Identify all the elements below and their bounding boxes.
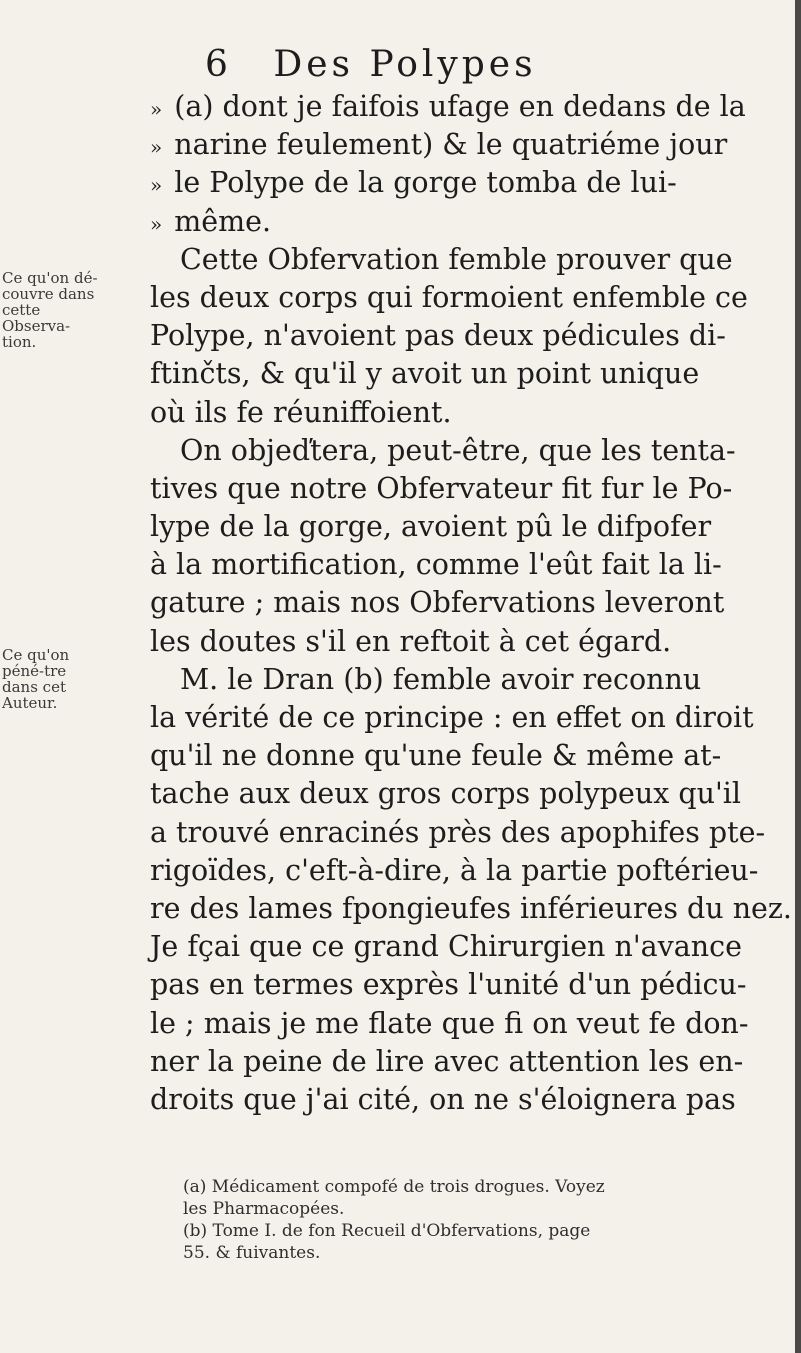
text-line: les doutes s'il en reftoit à cet égard. bbox=[150, 624, 672, 658]
running-title: Des Polypes bbox=[273, 44, 537, 85]
quote-mark: » bbox=[150, 211, 163, 236]
text-line: la vérité de ce principe : en effet on diroit bbox=[150, 701, 754, 734]
text-line: gature ; mais nos Obfervations leveront bbox=[150, 586, 725, 620]
text-line: re des lames fpongieufes inférieures du nez. bbox=[150, 891, 792, 925]
page-number: 6 bbox=[205, 44, 232, 85]
footnote-line: les Pharmacopées. bbox=[183, 1199, 345, 1219]
main-text bbox=[150, 88, 792, 1119]
text-line: » narine feulement) & le quatriéme jour bbox=[150, 128, 728, 162]
footnote-line: (b) Tome I. de fon Recueil d'Obfervations, page bbox=[183, 1221, 591, 1241]
text-line: tives que notre Obfervateur fit fur le Po- bbox=[150, 471, 733, 505]
quote-mark: » bbox=[150, 97, 163, 121]
text-line: Je fçai que ce grand Chirurgien n'avance bbox=[150, 930, 742, 964]
text-line: Cette Obfervation femble prouver que bbox=[180, 242, 733, 276]
footnotes bbox=[183, 1176, 783, 1264]
margin-note: Ce qu'on péné-tre dans cet Auteur. bbox=[2, 646, 70, 712]
text-line: » (a) dont je faifois ufage en dedans de la bbox=[150, 90, 746, 123]
text-line: pas en termes exprès l'unité d'un pédicu- bbox=[150, 968, 747, 1002]
text-line: ner la peine de lire avec attention les en- bbox=[150, 1044, 744, 1078]
text-line: le ; mais je me flate que fi on veut fe don- bbox=[150, 1006, 749, 1040]
text-line: » le Polype de la gorge tomba de lui- bbox=[150, 166, 677, 200]
text-line: qu'il ne donne qu'une feule & même at- bbox=[150, 739, 722, 773]
running-header bbox=[205, 44, 675, 85]
text-line: les deux corps qui formoient enfemble ce bbox=[150, 280, 748, 314]
footnote-line: 55. & fuivantes. bbox=[183, 1243, 321, 1263]
page-edge-shadow bbox=[795, 0, 801, 1353]
text-line: On objeďtera, peut-être, que les tenta- bbox=[180, 433, 736, 467]
text-line: tache aux deux gros corps polypeux qu'il bbox=[150, 777, 742, 811]
text-line: droits que j'ai cité, on ne s'éloignera pas bbox=[150, 1082, 736, 1116]
text-line: a trouvé enracinés près des apophifes pte- bbox=[150, 815, 766, 849]
margin-note: Ce qu'on dé-couvre dans cette Observa-tion. bbox=[2, 269, 98, 351]
text-line: lype de la gorge, avoient pû le difpofer bbox=[150, 510, 712, 544]
text-line: à la mortification, comme l'eût fait la li- bbox=[150, 548, 722, 582]
text-line: Polype, n'avoient pas deux pédicules di- bbox=[150, 319, 726, 353]
text-line: M. le Dran (b) femble avoir reconnu bbox=[180, 662, 702, 696]
text-line: où ils fe réuniffoient. bbox=[150, 395, 452, 429]
quote-mark: » bbox=[150, 135, 163, 160]
text-line: rigoïdes, c'eft-à-dire, à la partie poftérieu- bbox=[150, 853, 759, 887]
text-line: ftinčts, & qu'il y avoit un point unique bbox=[150, 357, 700, 391]
text-line: » même. bbox=[150, 204, 272, 238]
quote-mark: » bbox=[150, 173, 163, 198]
footnote-line: (a) Médicament compofé de trois drogues. Voyez bbox=[183, 1177, 605, 1197]
